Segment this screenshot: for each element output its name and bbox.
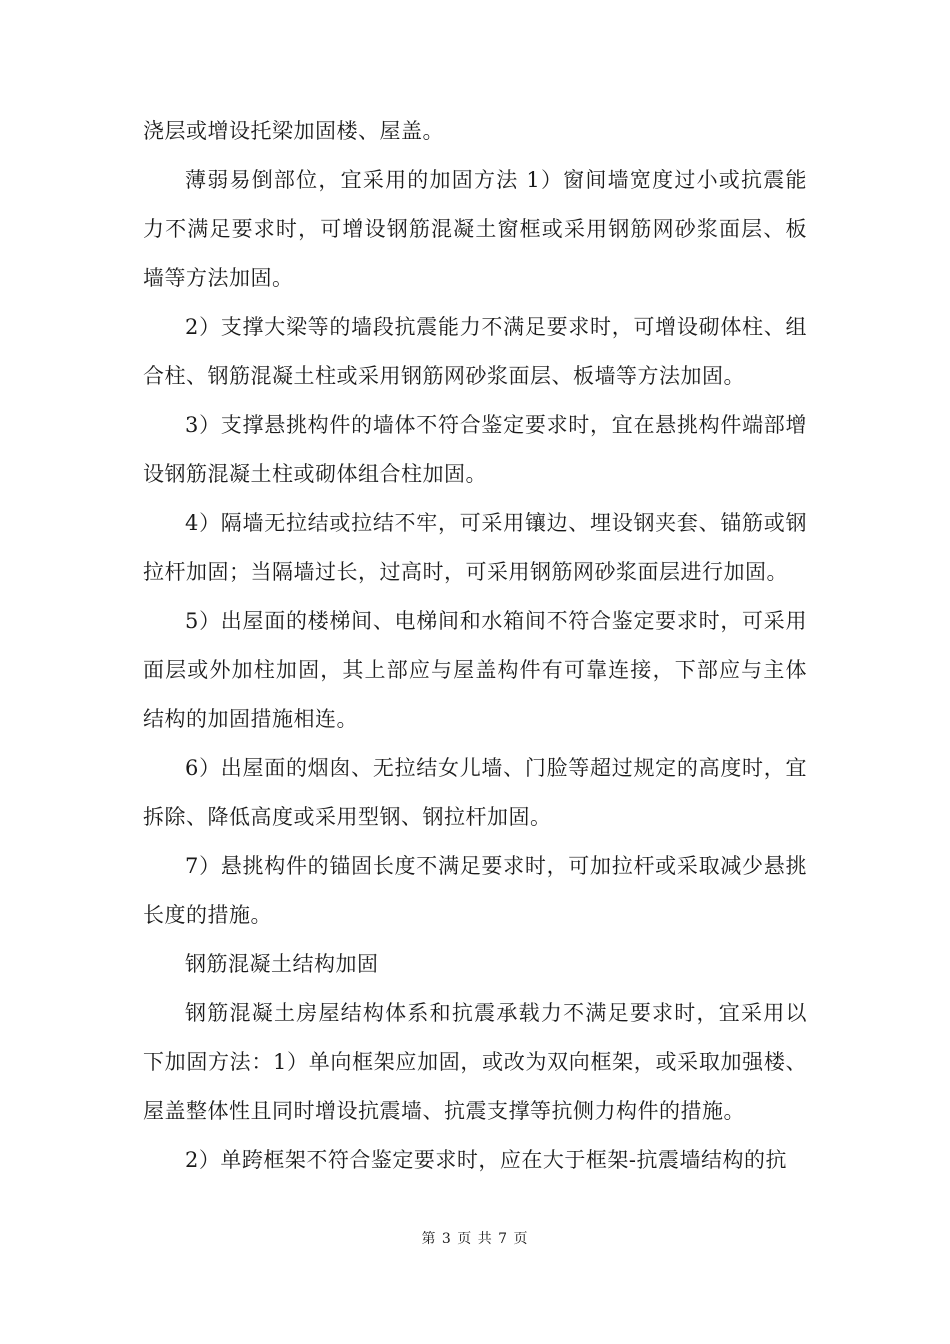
paragraph-3: 2）支撑大梁等的墙段抗震能力不满足要求时，可增设砌体柱、组合柱、钢筋混凝土柱或采用钢筋网砂浆面层、板墙等方法加固。 — [143, 315, 807, 388]
document-body — [143, 107, 807, 1185]
section-heading: 钢筋混凝土结构加固 — [185, 952, 379, 976]
paragraph-10: 钢筋混凝土房屋结构体系和抗震承载力不满足要求时，宜采用以下加固方法：1）单向框架应加固，或改为双向框架，或采取加强楼、屋盖整体性且同时增设抗震墙、抗震支撑等抗侧力构件的措施。 — [143, 1001, 807, 1123]
paragraph-1: 浇层或增设托梁加固楼、屋盖。 — [143, 119, 444, 143]
page-footer: 第 3 页 共 7 页 — [421, 1231, 529, 1247]
paragraph-6: 5）出屋面的楼梯间、电梯间和水箱间不符合鉴定要求时，可采用面层或外加柱加固，其上部应与屋盖构件有可靠连接，下部应与主体结构的加固措施相连。 — [143, 609, 807, 731]
paragraph-4: 3）支撑悬挑构件的墙体不符合鉴定要求时，宜在悬挑构件端部增设钢筋混凝土柱或砌体组合柱加固。 — [143, 413, 807, 486]
paragraph-8: 7）悬挑构件的锚固长度不满足要求时，可加拉杆或采取减少悬挑长度的措施。 — [143, 854, 807, 927]
paragraph-11: 2）单跨框架不符合鉴定要求时，应在大于框架-抗震墙结构的抗 — [185, 1148, 787, 1172]
paragraph-5: 4）隔墙无拉结或拉结不牢，可采用镶边、埋设钢夹套、锚筋或钢拉杆加固；当隔墙过长，过高时，可采用钢筋网砂浆面层进行加固。 — [143, 511, 807, 584]
paragraph-2: 薄弱易倒部位，宜采用的加固方法 1）窗间墙宽度过小或抗震能力不满足要求时，可增设钢筋混凝土窗框或采用钢筋网砂浆面层、板墙等方法加固。 — [143, 168, 807, 290]
paragraph-7: 6）出屋面的烟囱、无拉结女儿墙、门脸等超过规定的高度时，宜拆除、降低高度或采用型钢、钢拉杆加固。 — [143, 756, 807, 829]
